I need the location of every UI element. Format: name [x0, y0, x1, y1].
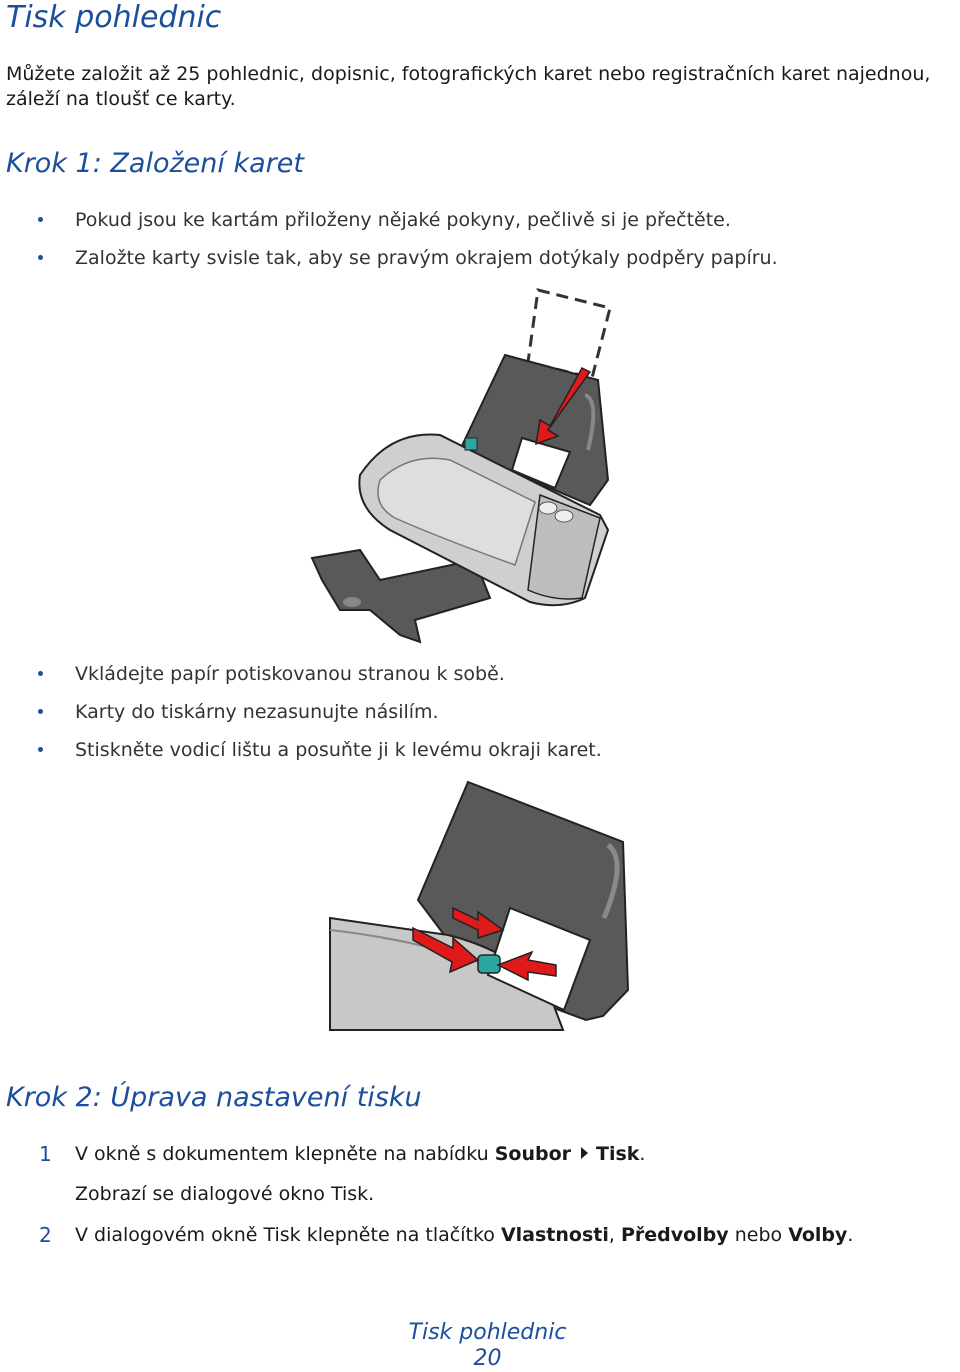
button-predvolby: Předvolby: [620, 1224, 729, 1246]
button-vlastnosti: Vlastnosti: [500, 1224, 609, 1246]
step-subtext: Zobrazí se dialogové okno Tisk.: [75, 1183, 375, 1205]
step-item-2: [0, 1223, 853, 1247]
bullet-icon: [38, 747, 43, 752]
step1-bullets-a: [0, 208, 778, 284]
bullet-icon: [38, 255, 43, 260]
page-title: Tisk pohlednic: [6, 0, 222, 35]
button-volby: Volby: [788, 1224, 848, 1246]
step-item-1-sub: [0, 1182, 853, 1223]
list-item: [0, 208, 778, 246]
list-item: [0, 246, 778, 284]
step-text: V dialogovém okně Tisk klepněte na tlačítko: [75, 1224, 501, 1246]
menu-soubor: Soubor: [494, 1143, 571, 1165]
step-item-1: [0, 1142, 853, 1182]
bullet-text: Karty do tiskárny nezasunujte násilím.: [75, 701, 439, 723]
step2-heading: Krok 2: Úprava nastavení tisku: [6, 1082, 422, 1113]
bullet-icon: [38, 709, 43, 714]
printer-loading-illustration: [300, 280, 620, 650]
bullet-text: Pokud jsou ke kartám přiloženy nějaké pokyny, pečlivě si je přečtěte.: [75, 209, 731, 231]
footer-label: Tisk pohlednic: [408, 1320, 567, 1345]
bullet-text: Vkládejte papír potiskovanou stranou k sobě.: [75, 663, 505, 685]
separator: ,: [608, 1224, 621, 1246]
separator: nebo: [728, 1224, 789, 1246]
list-item: [0, 738, 602, 776]
intro-paragraph: Můžete založit až 25 pohlednic, dopisnic, fotografických karet nebo registračních karet najednou, záleží na tloušť ce karty.: [6, 63, 931, 110]
step-text: V okně s dokumentem klepněte na nabídku: [75, 1143, 495, 1165]
step1-heading: Krok 1: Založení karet: [6, 148, 304, 179]
step-number: 2: [39, 1223, 52, 1247]
page-number: 20: [473, 1346, 502, 1371]
bullet-icon: [38, 217, 43, 222]
menu-arrow-icon: [581, 1147, 588, 1159]
step2-list: [0, 1142, 853, 1247]
step-text-end: .: [847, 1224, 854, 1246]
step-number: 1: [39, 1142, 52, 1166]
step-text-end: .: [639, 1143, 646, 1165]
bullet-icon: [38, 671, 43, 676]
list-item: [0, 700, 602, 738]
bullet-text: Založte karty svisle tak, aby se pravým okrajem dotýkaly podpěry papíru.: [75, 247, 778, 269]
bullet-text: Stiskněte vodicí lištu a posuňte ji k levému okraji karet.: [75, 739, 602, 761]
paper-guide-illustration: [328, 780, 638, 1032]
menu-tisk: Tisk: [596, 1143, 640, 1165]
step1-bullets-b: [0, 662, 602, 776]
list-item: [0, 662, 602, 700]
